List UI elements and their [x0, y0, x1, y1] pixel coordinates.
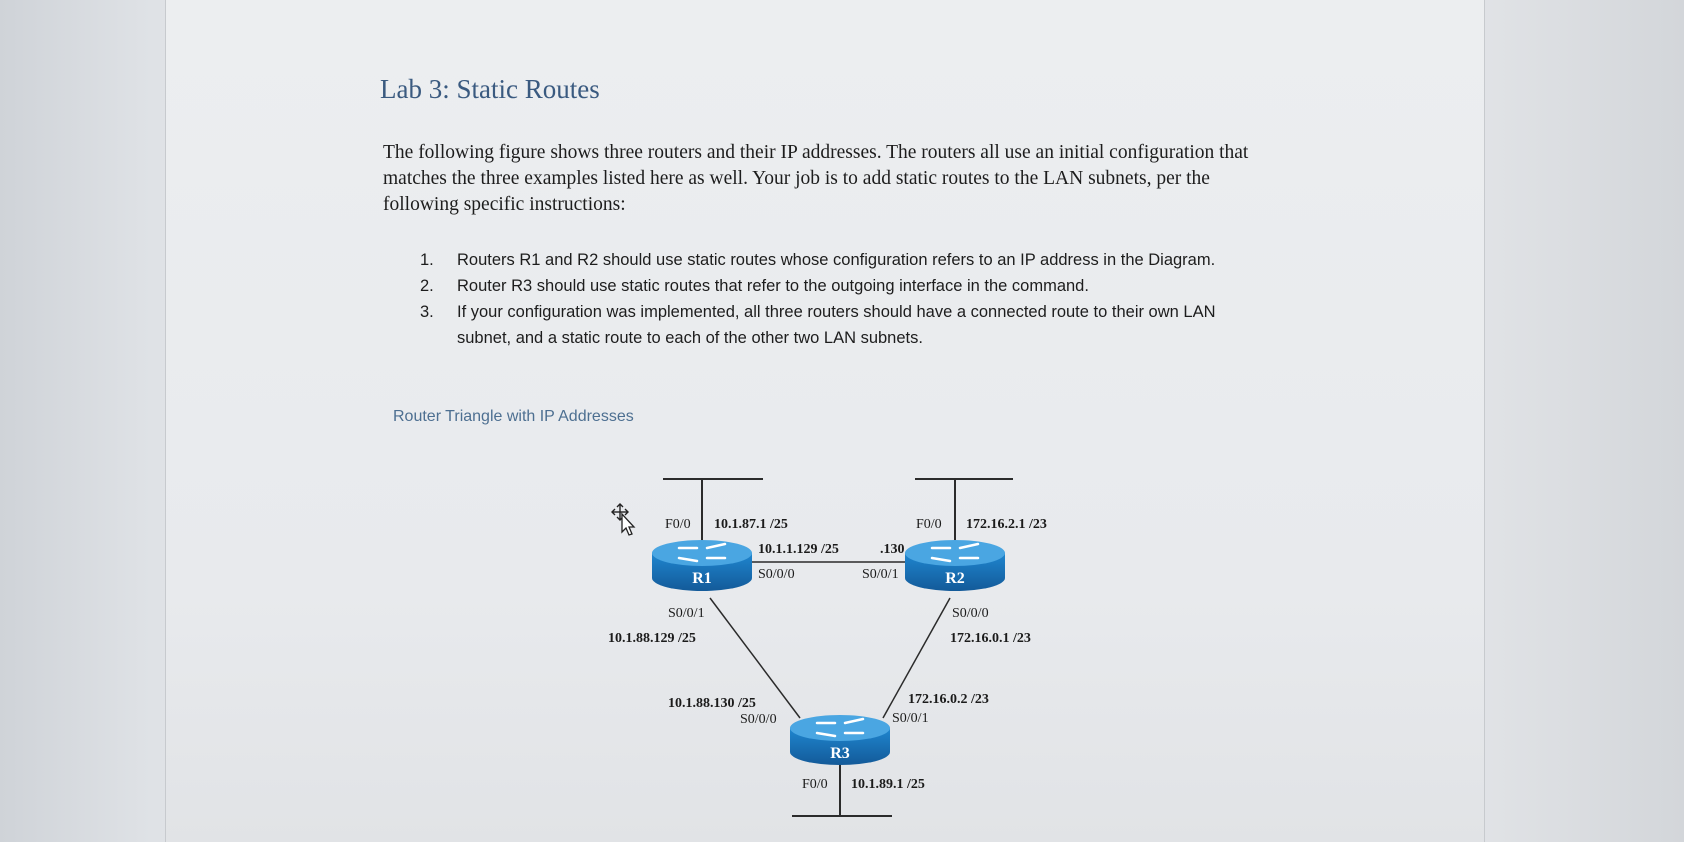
- r1-s001-label: S0/0/1: [668, 606, 705, 621]
- list-number: 2.: [420, 277, 434, 295]
- r1-s000-label: S0/0/0: [758, 567, 795, 582]
- r2-lan-interface-label: F0/0: [916, 517, 942, 532]
- router-r2: [905, 540, 1005, 591]
- router-r3: [790, 715, 890, 765]
- list-text: Router R3 should use static routes that refer to the outgoing interface in the command.: [457, 277, 1089, 295]
- r2-s000-ip-label: 172.16.0.1 /23: [950, 631, 1031, 646]
- r1-lan-interface-label: F0/0: [665, 517, 691, 532]
- document-title: Lab 3: Static Routes: [380, 74, 600, 104]
- r3-s000-ip-label: 10.1.88.130 /25: [668, 696, 756, 711]
- r3-s000-label: S0/0/0: [740, 712, 777, 727]
- r3-s001-label: S0/0/1: [892, 711, 929, 726]
- lan-segment-r1: [663, 479, 763, 548]
- r2-s001-ip-label: .130: [880, 542, 905, 557]
- list-number: 1.: [420, 251, 434, 269]
- intro-paragraph: The following figure shows three routers and their IP addresses. The routers all use an initial configuration that matches the three examples listed here as well. Your job is to add static routes to the LAN subnets, per the following specific instructions:: [383, 142, 1249, 215]
- router-label-r3: R3: [830, 745, 850, 762]
- r1-s000-ip-label: 10.1.1.129 /25: [758, 542, 839, 557]
- move-cursor-icon: [610, 502, 638, 536]
- list-text: Routers R1 and R2 should use static routes whose configuration refers to an IP address in the Diagram.: [457, 251, 1216, 269]
- list-number: 3.: [420, 303, 434, 321]
- router-label-r2: R2: [945, 570, 965, 587]
- router-label-r1: R1: [692, 570, 712, 587]
- r2-s001-label: S0/0/1: [862, 567, 899, 582]
- r3-lan-ip-label: 10.1.89.1 /25: [851, 777, 925, 792]
- figure-caption: Router Triangle with IP Addresses: [393, 408, 634, 425]
- r2-s000-label: S0/0/0: [952, 606, 989, 621]
- r3-s001-ip-label: 172.16.0.2 /23: [908, 692, 989, 707]
- r2-lan-ip-label: 172.16.2.1 /23: [966, 517, 1047, 532]
- r1-s001-ip-label: 10.1.88.129 /25: [608, 631, 696, 646]
- router-r1: [652, 540, 752, 591]
- list-text: If your configuration was implemented, all three routers should have a connected route to their own LAN subnet, and a static route to each of the other two LAN subnets.: [457, 303, 1216, 347]
- r1-lan-ip-label: 10.1.87.1 /25: [714, 517, 788, 532]
- lan-segment-r2: [915, 479, 1013, 548]
- r3-lan-interface-label: F0/0: [802, 777, 828, 792]
